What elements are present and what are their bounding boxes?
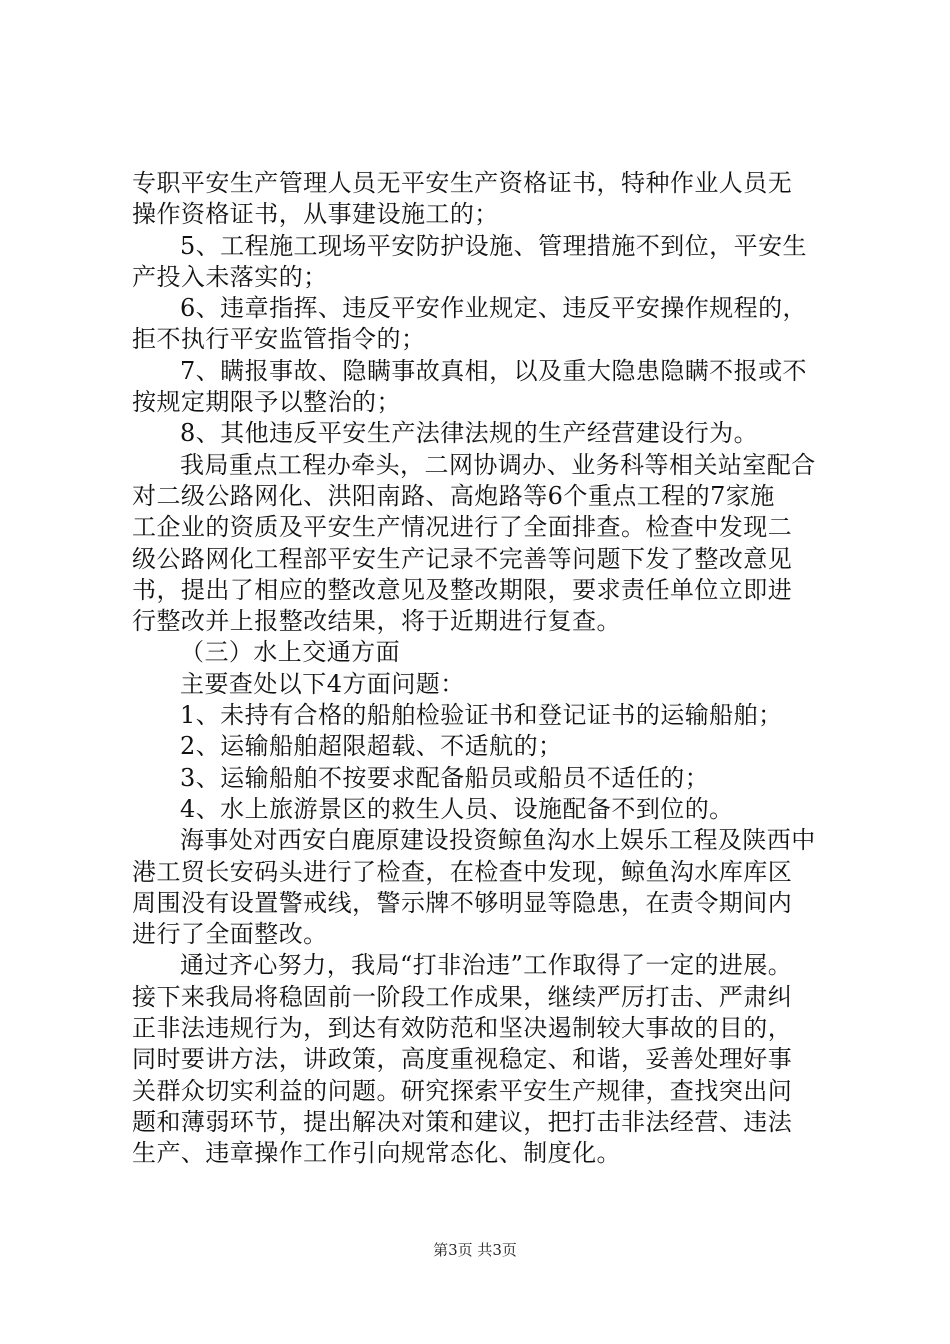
document-body <box>132 168 832 1170</box>
paragraph-start: 主要查处以下4方面问题： <box>180 669 465 698</box>
text-line: 同时要讲方法，讲政策，高度重视稳定、和谐，妥善处理好事 <box>132 1045 793 1074</box>
list-item-5: 5、工程施工现场平安防护设施、管理措施不到位，平安生 <box>180 231 807 260</box>
text-line: 工企业的资质及平安生产情况进行了全面排查。检查中发现二 <box>132 513 793 542</box>
page-number: 第3页 共3页 <box>433 1241 517 1259</box>
paragraph-start: 我局重点工程办牵头，二网协调办、业务科等相关站室配合 <box>180 450 816 479</box>
paragraph-start: 海事处对西安白鹿原建设投资鲸鱼沟水上娱乐工程及陕西中 <box>180 826 816 855</box>
text-line: 正非法违规行为，到达有效防范和坚决遏制较大事故的目的， <box>132 1014 793 1043</box>
list-item-7: 7、瞒报事故、隐瞒事故真相，以及重大隐患隐瞒不报或不 <box>180 356 807 385</box>
text-line: 操作资格证书，从事建设施工的； <box>132 200 499 229</box>
text-line: 书，提出了相应的整改意见及整改期限，要求责任单位立即进 <box>132 575 793 604</box>
list-item-6: 6、违章指挥、违反平安作业规定、违反平安操作规程的， <box>180 294 807 323</box>
list-item-8: 8、其他违反平安生产法律法规的生产经营建设行为。 <box>180 419 759 448</box>
text-line: 按规定期限予以整治的； <box>132 388 401 417</box>
text-line: 题和薄弱环节，提出解决对策和建议，把打击非法经营、违法 <box>132 1107 793 1136</box>
paragraph-start: 通过齐心努力，我局“打非治违”工作取得了一定的进展。 <box>180 951 793 980</box>
text-line: 进行了全面整改。 <box>132 920 328 949</box>
list-item-1: 1、未持有合格的船舶检验证书和登记证书的运输船舶； <box>180 701 783 730</box>
text-line: 周围没有设置警戒线，警示牌不够明显等隐患，在责令期间内 <box>132 888 793 917</box>
text-line: 港工贸长安码头进行了检查，在检查中发现，鲸鱼沟水库库区 <box>132 857 793 886</box>
text-line: 级公路网化工程部平安生产记录不完善等问题下发了整改意见 <box>132 544 793 573</box>
list-item-3: 3、运输船舶不按要求配备船员或船员不适任的； <box>180 763 710 792</box>
text-line: 专职平安生产管理人员无平安生产资格证书，特种作业人员无 <box>132 169 793 197</box>
section-heading: （三）水上交通方面 <box>180 638 401 667</box>
text-line: 生产、违章操作工作引向规常态化、制度化。 <box>132 1139 621 1168</box>
text-line: 关群众切实利益的问题。研究探索平安生产规律，查找突出问 <box>132 1076 793 1105</box>
text-line: 对二级公路网化、洪阳南路、高炮路等6个重点工程的7家施 <box>132 481 775 510</box>
text-line: 产投入未落实的； <box>132 262 328 291</box>
text-line: 拒不执行平安监管指令的； <box>132 325 426 354</box>
list-item-2: 2、运输船舶超限超载、不适航的； <box>180 732 563 761</box>
text-line: 接下来我局将稳固前一阶段工作成果，继续严厉打击、严肃纠 <box>132 982 793 1011</box>
list-item-4: 4、水上旅游景区的救生人员、设施配备不到位的。 <box>180 794 734 823</box>
text-line: 行整改并上报整改结果，将于近期进行复查。 <box>132 607 621 636</box>
